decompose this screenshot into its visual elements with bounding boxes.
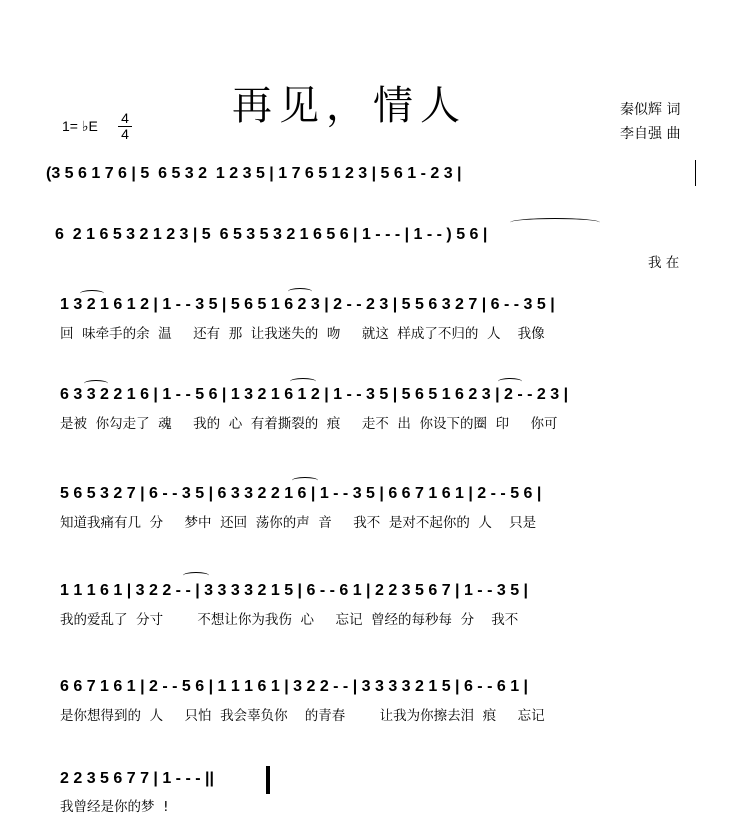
lyricist-credit: 秦似辉 词 (620, 102, 681, 118)
time-signature-top: 4 (118, 111, 132, 127)
lyric-line-2: 我 在 (648, 255, 680, 271)
song-title: 再见，情人 (232, 83, 467, 129)
slur-mark (84, 380, 108, 387)
slur-mark (510, 218, 600, 227)
slur-mark (290, 378, 316, 385)
notation-line-2: 6 2 1 6 5 3 2 1 2 3 | 5 6 5 3 5 3 2 1 6 5 6 | 1 - - - | 1 - - ) 5 6 | (55, 226, 488, 243)
slur-mark (498, 378, 522, 385)
lyric-line-4: 是被 你勾走了 魂 我的 心 有着撕裂的 痕 走不 出 你设下的圈 印 你可 (60, 416, 558, 432)
notation-line-4: 6 3 3 2 2 1 6 | 1 - - 5 6 | 1 3 2 1 6 1 2 | 1 - - 3 5 | 5 6 5 1 6 2 3 | 2 - - 2 3 | (60, 386, 569, 403)
notation-line-8: 2 2 3 5 6 7 7 | 1 - - - || (60, 770, 214, 787)
time-signature-bottom: 4 (121, 126, 129, 142)
slur-mark (292, 477, 318, 484)
slur-mark (80, 290, 104, 297)
slur-mark (183, 572, 209, 579)
lyric-line-6: 我的爱乱了 分寸 不想让你为我伤 心 忘记 曾经的每秒每 分 我不 (60, 612, 519, 628)
notation-line-7: 6 6 7 1 6 1 | 2 - - 5 6 | 1 1 1 6 1 | 3 2 2 - - | 3 3 3 3 2 1 5 | 6 - - 6 1 | (60, 678, 529, 695)
notation-line-1: (3 5 6 1 7 6 | 5 6 5 3 2 1 2 3 5 | 1 7 6 5 1 2 3 | 5 6 1 - 2 3 | (46, 165, 462, 182)
key-signature: 1= ♭E (62, 118, 98, 134)
final-barline (266, 766, 270, 794)
composer-credit: 李自强 曲 (620, 126, 681, 142)
time-signature (118, 111, 132, 142)
barline (695, 160, 696, 186)
notation-line-5: 5 6 5 3 2 7 | 6 - - 3 5 | 6 3 3 2 2 1 6 | 1 - - 3 5 | 6 6 7 1 6 1 | 2 - - 5 6 | (60, 485, 542, 502)
lyric-line-8: 我曾经是你的梦 ! (60, 799, 169, 815)
notation-line-3: 1 3 2 1 6 1 2 | 1 - - 3 5 | 5 6 5 1 6 2 3 | 2 - - 2 3 | 5 5 6 3 2 7 | 6 - - 3 5 | (60, 296, 555, 313)
lyric-line-7: 是你想得到的 人 只怕 我会辜负你 的青春 让我为你擦去泪 痕 忘记 (60, 708, 545, 724)
lyric-line-5: 知道我痛有几 分 梦中 还回 荡你的声 音 我不 是对不起你的 人 只是 (60, 515, 537, 531)
lyric-line-3: 回 味牵手的余 温 还有 那 让我迷失的 吻 就这 样成了不归的 人 我像 (60, 326, 545, 342)
notation-line-6: 1 1 1 6 1 | 3 2 2 - - | 3 3 3 3 2 1 5 | 6 - - 6 1 | 2 2 3 5 6 7 | 1 - - 3 5 | (60, 582, 529, 599)
slur-mark (288, 288, 312, 295)
